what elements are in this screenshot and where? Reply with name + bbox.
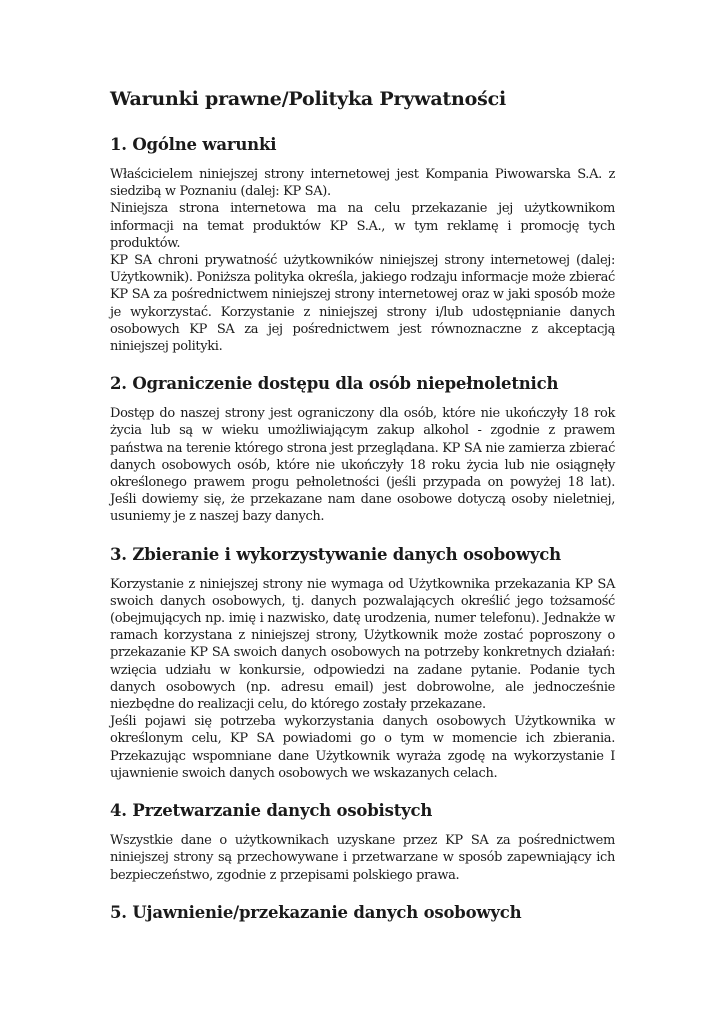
section-minors-restriction [110, 373, 615, 525]
section-heading: 1. Ogólne warunki [110, 135, 277, 154]
paragraph: Wszystkie dane o użytkownikach uzyskane przez KP SA za pośrednictwem niniejszej strony są przechowywane i przetwarzane w sposób zapewniający ich bezpieczeństwo, zgodnie z przepisami polskiego prawa. [110, 833, 615, 883]
section-heading: 2. Ograniczenie dostępu dla osób niepełnoletnich [110, 374, 559, 394]
section-heading: 4. Przetwarzanie danych osobistych [110, 801, 433, 821]
section-data-collection [110, 544, 615, 782]
paragraph: KP SA chroni prywatność użytkowników niniejszej strony internetowej (dalej: Użytkownik). Poniższa polityka określa, jakiego rodzaju informacje może zbierać KP SA za pośrednictwem niniejszej strony internetowej oraz w jaki sposób może je wykorzystać. Korzystanie z niniejszej strony i/lub udostępnianie danych osobowych KP SA za jej pośrednictwem jest równoznaczne z akceptacją niniejszej polityki. [110, 253, 615, 355]
document-page [110, 86, 615, 942]
paragraph: Właścicielem niniejszej strony internetowej jest Kompania Piwowarska S.A. z siedzibą w Poznaniu (dalej: KP SA). [110, 167, 615, 200]
section-data-processing [110, 800, 615, 884]
paragraph: Korzystanie z niniejszej strony nie wymaga od Użytkownika przekazania KP SA swoich danych osobowych, tj. danych pozwalających określić jego tożsamość (obejmujących np. imię i nazwisko, datę urodzenia, numer telefonu). Jednakże w ramach korzystana z niniejszej strony, Użytkownik może zostać poproszony o przekazanie KP SA swoich danych osobowych na potrzeby konkretnych działań: wzięcia udziału w konkursie, odpowiedzi na zadane pytanie. Podanie tych danych osobowych (np. adresu email) jest dobrowolne, ale jednocześnie niezbędne do realizacji celu, do którego zostały przekazane. [110, 576, 615, 713]
paragraph: Jeśli pojawi się potrzeba wykorzystania danych osobowych Użytkownika w określonym celu, KP SA powiadomi go o tym w momencie ich zbierania. Przekazując wspomniane dane Użytkownik wyraża zgodę na wykorzystanie I ujawnienie swoich danych osobowych we wskazanych celach. [110, 714, 615, 781]
section-heading: 3. Zbieranie i wykorzystywanie danych osobowych [110, 544, 561, 564]
section-general-terms [110, 134, 615, 355]
section-heading: 5. Ujawnienie/przekazanie danych osobowych [110, 902, 522, 922]
document-title: Warunki prawne/Polityka Prywatności [110, 88, 506, 110]
paragraph: Dostęp do naszej strony jest ograniczony dla osób, które nie ukończyły 18 rok życia lub są w wieku umożliwiającym zakup alkohol - zgodnie z prawem państwa na terenie którego strona jest przeglądana. KP SA nie zamierza zbierać danych osobowych osób, które nie ukończyły 18 roku życia lub nie osiągnęły określonego prawem progu pełnoletności (jeśli przypada on powyżej 18 lat). Jeśli dowiemy się, że przekazane nam dane osobowe dotyczą osoby nieletniej, usuniemy je z naszej bazy danych. [110, 406, 615, 525]
section-data-disclosure [110, 902, 615, 924]
paragraph: Niniejsza strona internetowa ma na celu przekazanie jej użytkownikom informacji na temat produktów KP S.A., w tym reklamę i promocję tych produktów. [110, 201, 615, 251]
